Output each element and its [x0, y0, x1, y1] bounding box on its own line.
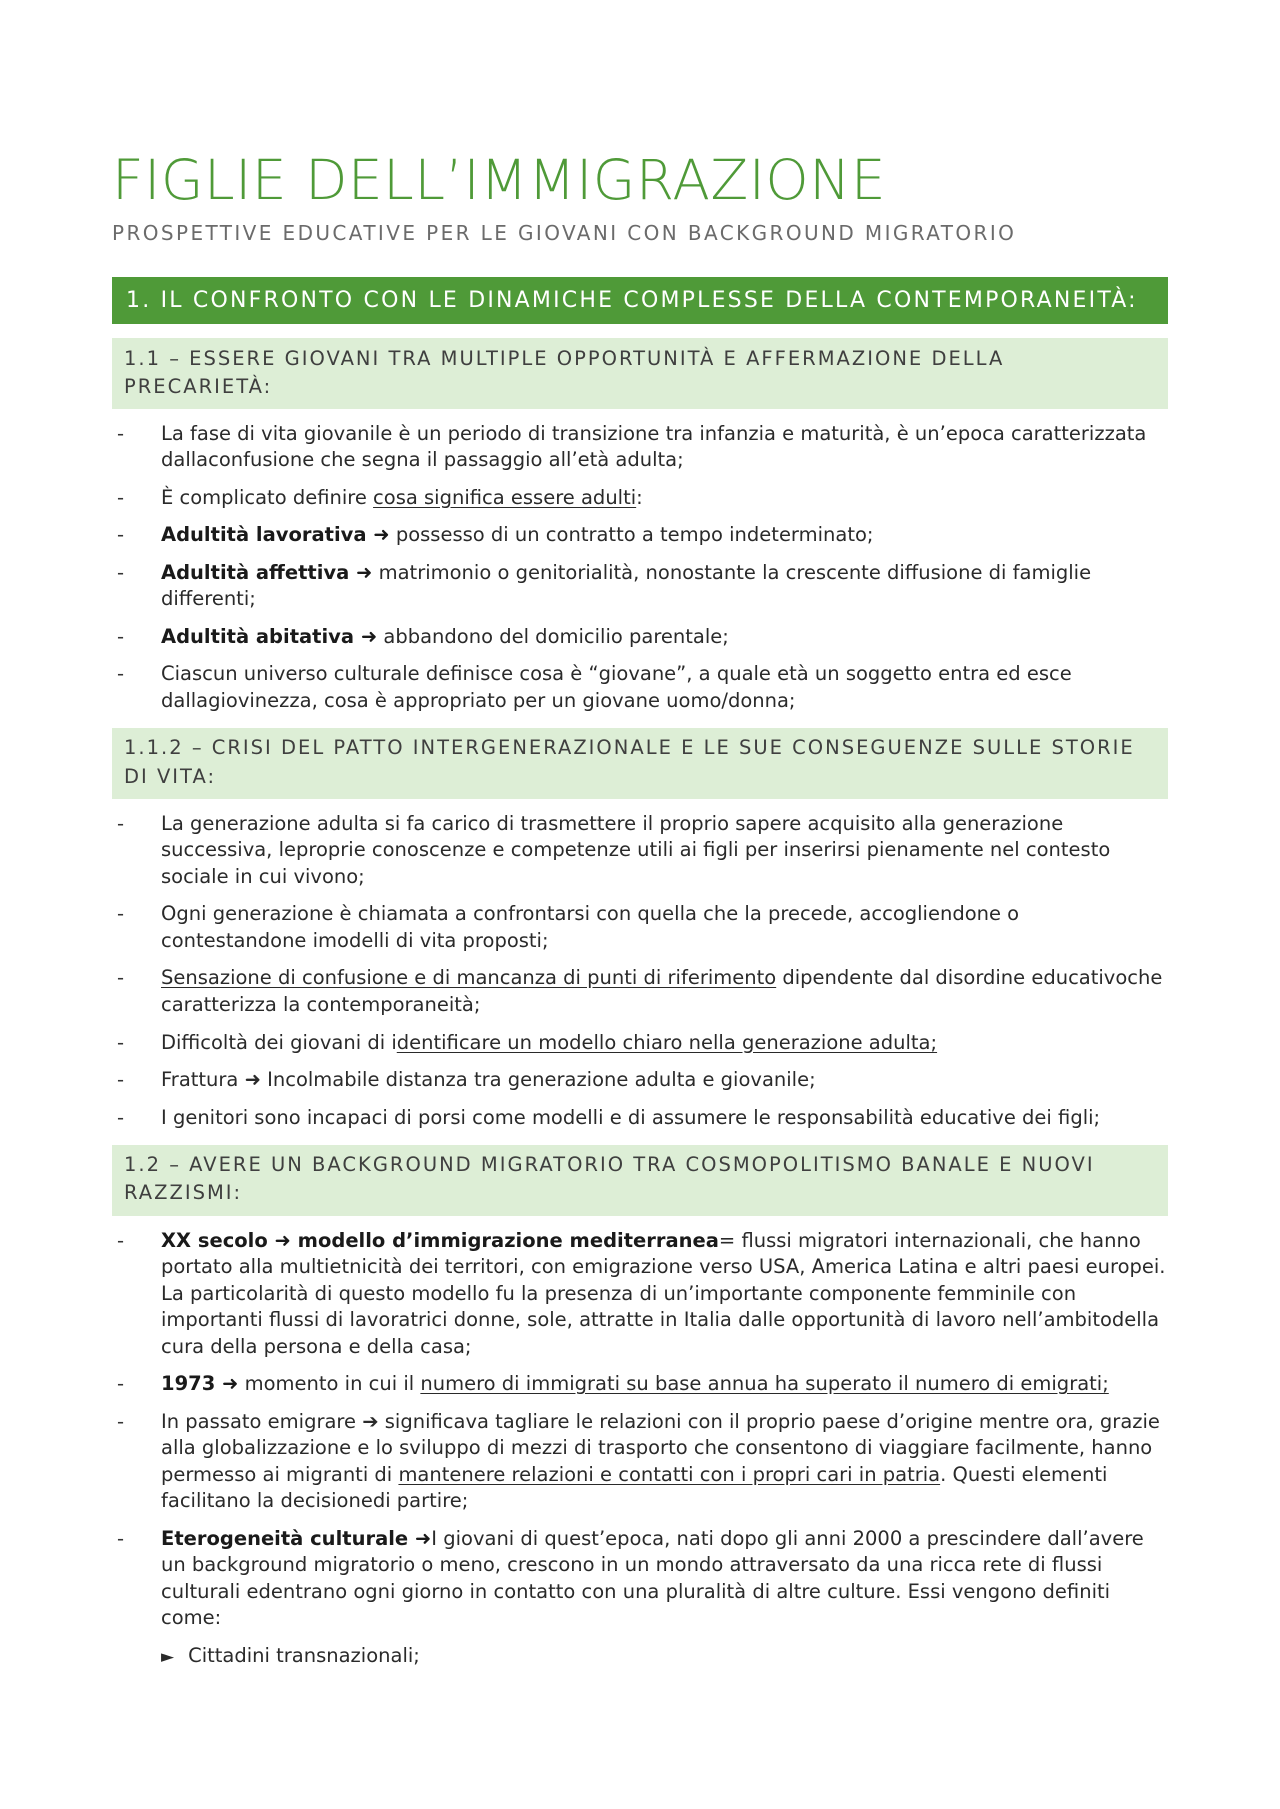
- underlined-phrase: Sensazione di confusione e di mancanza di punti di riferimento: [161, 966, 777, 990]
- list-item: - Adultità lavorativa ➜ possesso di un contratto a tempo indeterminato;: [112, 522, 1168, 549]
- list-item: - È complicato definire cosa significa essere adulti:: [112, 485, 1168, 512]
- bold-term: 1973 ➜: [161, 1372, 239, 1396]
- document-subtitle: PROSPETTIVE EDUCATIVE PER LE GIOVANI CON BACKGROUND MIGRATORIO: [112, 220, 1017, 245]
- list-item: - Ogni generazione è chiamata a confrontarsi con quella che la precede, accogliendone o contestandone imodelli di vita proposti;: [112, 901, 1168, 954]
- underlined-phrase: dentificare un modello chiaro nella generazione adulta;: [396, 1030, 938, 1054]
- section-1-1-2-heading: 1.1.2 – CRISI DEL PATTO INTERGENERAZIONALE E LE SUE CONSEGUENZE SULLE STORIE DI VITA:: [112, 728, 1168, 799]
- bold-term: XX secolo ➜ modello d’immigrazione mediterranea: [161, 1228, 719, 1252]
- list-item: - Adultità affettiva ➜ matrimonio o genitorialità, nonostante la crescente diffusione di famiglie differenti;: [112, 560, 1168, 613]
- list-item: - Frattura ➜ Incolmabile distanza tra generazione adulta e giovanile;: [112, 1067, 1168, 1094]
- list-item: - Ciascun universo culturale definisce cosa è “giovane”, a quale età un soggetto entra ed esce dallagiovinezza, cosa è appropriato per un giovane uomo/donna;: [112, 661, 1168, 714]
- bold-term: Adultità abitativa ➜: [161, 624, 378, 648]
- bold-term: Adultità affettiva ➜: [161, 560, 373, 584]
- bold-term: Adultità lavorativa ➜: [161, 523, 390, 547]
- section-1-2-list: [112, 1228, 1168, 1670]
- underlined-phrase: mantenere relazioni e contatti con i propri cari in patria: [398, 1462, 941, 1486]
- section-1-heading: 1. IL CONFRONTO CON LE DINAMICHE COMPLESSE DELLA CONTEMPORANEITÀ:: [112, 277, 1168, 325]
- triangle-bullet-icon: ►: [161, 1646, 175, 1667]
- section-1-1-heading: 1.1 – ESSERE GIOVANI TRA MULTIPLE OPPORTUNITÀ E AFFERMAZIONE DELLA PRECARIETÀ:: [112, 338, 1168, 409]
- sub-list-item: ► Cittadini transnazionali;: [161, 1643, 420, 1667]
- list-item: - Sensazione di confusione e di mancanza di punti di riferimento dipendente dal disordine educativoche caratterizza la contemporaneità;: [112, 965, 1168, 1018]
- list-item: - 1973 ➜ momento in cui il numero di immigrati su base annua ha superato il numero di emigrati;: [112, 1371, 1168, 1398]
- section-1-1-list: [112, 421, 1168, 715]
- list-item: - XX secolo ➜ modello d’immigrazione mediterranea= flussi migratori internazionali, che hanno portato alla multietnicità dei territori, con emigrazione verso USA, America Latina e altri paesi europei. La particolarità di questo modello fu la presenza di un’importante componente femminile con importanti flussi di lavoratrici donne, sole, attratte in Italia dalle opportunità di lavoro nell’ambitodella cura della persona e della casa;: [112, 1228, 1168, 1361]
- list-item: - Difficoltà dei giovani di identificare un modello chiaro nella generazione adulta;: [112, 1030, 1168, 1057]
- list-item: - Eterogeneità culturale ➜I giovani di quest’epoca, nati dopo gli anni 2000 a prescindere dall’avere un background migratorio o meno, crescono in un mondo attraversato da una ricca rete di flussi culturali edentrano ogni giorno in contatto con una pluralità di altre culture. Essi vengono definiti come:: [112, 1526, 1168, 1632]
- document-title: FIGLIE DELL’IMMIGRAZIONE: [112, 148, 887, 212]
- list-item: - La generazione adulta si fa carico di trasmettere il proprio sapere acquisito alla generazione successiva, leproprie conoscenze e competenze utili ai figli per inserirsi pienamente nel contesto sociale in cui vivono;: [112, 811, 1168, 891]
- list-item: - I genitori sono incapaci di porsi come modelli e di assumere le responsabilità educative dei figli;: [112, 1105, 1168, 1132]
- section-1-1-2-list: [112, 811, 1168, 1131]
- underlined-phrase: numero di immigrati su base annua ha superato il numero di emigrati;: [420, 1372, 1109, 1396]
- section-1-2-heading: 1.2 – AVERE UN BACKGROUND MIGRATORIO TRA COSMOPOLITISMO BANALE E NUOVI RAZZISMI:: [112, 1145, 1168, 1216]
- list-item: - Adultità abitativa ➜ abbandono del domicilio parentale;: [112, 624, 1168, 651]
- list-item: - In passato emigrare ➔ significava tagliare le relazioni con il proprio paese d’origine mentre ora, grazie alla globalizzazione e lo sviluppo di mezzi di trasporto che consentono di viaggiare facilmente, hanno permesso ai migranti di mantenere relazioni e contatti con i propri cari in patria. Questi elementi facilitano la decisionedi partire;: [112, 1409, 1168, 1515]
- list-item: - La fase di vita giovanile è un periodo di transizione tra infanzia e maturità, è un’epoca caratterizzata dallaconfusione che segna il passaggio all’età adulta;: [112, 421, 1168, 474]
- document-content: [112, 150, 1168, 1680]
- bold-term: Eterogeneità culturale ➜: [161, 1526, 432, 1550]
- underlined-phrase: cosa significa essere adulti: [373, 485, 637, 509]
